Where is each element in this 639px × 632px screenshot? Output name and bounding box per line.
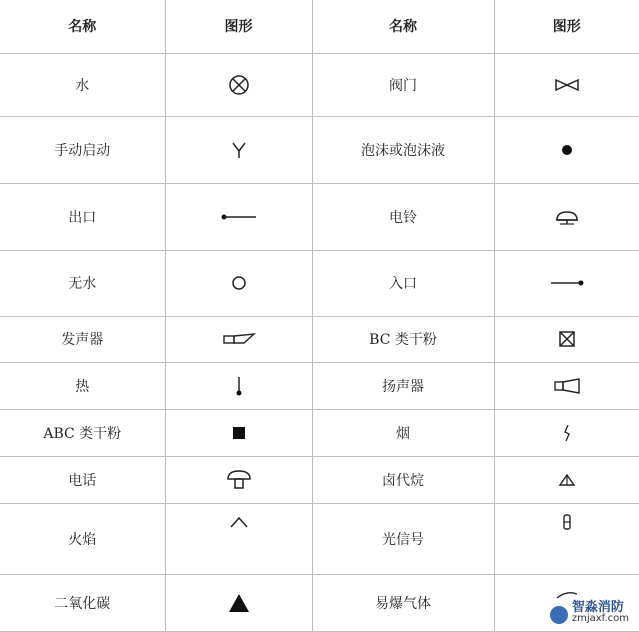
- symbol-name: 二氧化碳: [0, 574, 165, 631]
- symbol-name: 烟: [312, 409, 494, 456]
- smoke-squiggle-icon: [562, 424, 572, 442]
- symbol-name: ABC 类干粉: [0, 409, 165, 456]
- table-row: [0, 574, 639, 631]
- header-row: [0, 0, 639, 53]
- header-symbol: 图形: [165, 0, 312, 53]
- table-row: [0, 116, 639, 183]
- filled-triangle-icon: [228, 593, 250, 613]
- watermark: [546, 599, 633, 626]
- symbol-name: 无水: [0, 250, 165, 316]
- bowtie-valve-icon: [554, 78, 580, 92]
- boxed-x-icon: [558, 330, 576, 348]
- table-row: [0, 409, 639, 456]
- table-row: [0, 183, 639, 250]
- symbol-name: 出口: [0, 183, 165, 250]
- symbol-name: 水: [0, 53, 165, 116]
- thermometer-icon: [235, 375, 243, 397]
- telephone-icon: [226, 469, 252, 491]
- symbol-name: 易爆气体: [312, 574, 494, 631]
- symbol-name: 泡沫或泡沫液: [312, 116, 494, 183]
- watermark-url: zmjaxf.com: [571, 613, 629, 624]
- symbol-name: 阀门: [312, 53, 494, 116]
- symbol-name: 光信号: [312, 503, 494, 574]
- chevron-up-icon: [229, 516, 249, 528]
- symbol-name: 电话: [0, 456, 165, 503]
- y-fork-icon: [230, 140, 248, 160]
- symbol-name: 电铃: [312, 183, 494, 250]
- watermark-title: 智淼消防: [571, 600, 624, 615]
- watermark-logo-icon: [550, 606, 568, 624]
- symbol-name: 手动启动: [0, 116, 165, 183]
- symbol-name: BC 类干粉: [312, 316, 494, 362]
- bell-icon: [554, 209, 580, 225]
- header-name: 名称: [312, 0, 494, 53]
- header-name: 名称: [0, 0, 165, 53]
- light-signal-icon: [562, 514, 572, 530]
- symbol-name: 发声器: [0, 316, 165, 362]
- table-row: [0, 503, 639, 574]
- filled-square-icon: [232, 426, 246, 440]
- table-row: [0, 362, 639, 409]
- dot-line-right-icon: [549, 279, 585, 287]
- explosive-gas-icon: [555, 590, 579, 600]
- table-row: [0, 316, 639, 362]
- table-row: [0, 250, 639, 316]
- triangle-line-icon: [558, 473, 576, 487]
- symbol-name: 入口: [312, 250, 494, 316]
- table-row: [0, 53, 639, 116]
- horn-icon: [222, 332, 256, 346]
- filled-dot-icon: [560, 143, 574, 157]
- table-row: [0, 456, 639, 503]
- circle-x-icon: [228, 74, 250, 96]
- symbol-name: 热: [0, 362, 165, 409]
- symbol-name: 卤代烷: [312, 456, 494, 503]
- dot-line-left-icon: [220, 213, 258, 221]
- hollow-circle-icon: [231, 275, 247, 291]
- symbol-name: 扬声器: [312, 362, 494, 409]
- speaker-icon: [553, 378, 581, 394]
- symbol-name: 火焰: [0, 503, 165, 574]
- header-symbol: 图形: [494, 0, 639, 53]
